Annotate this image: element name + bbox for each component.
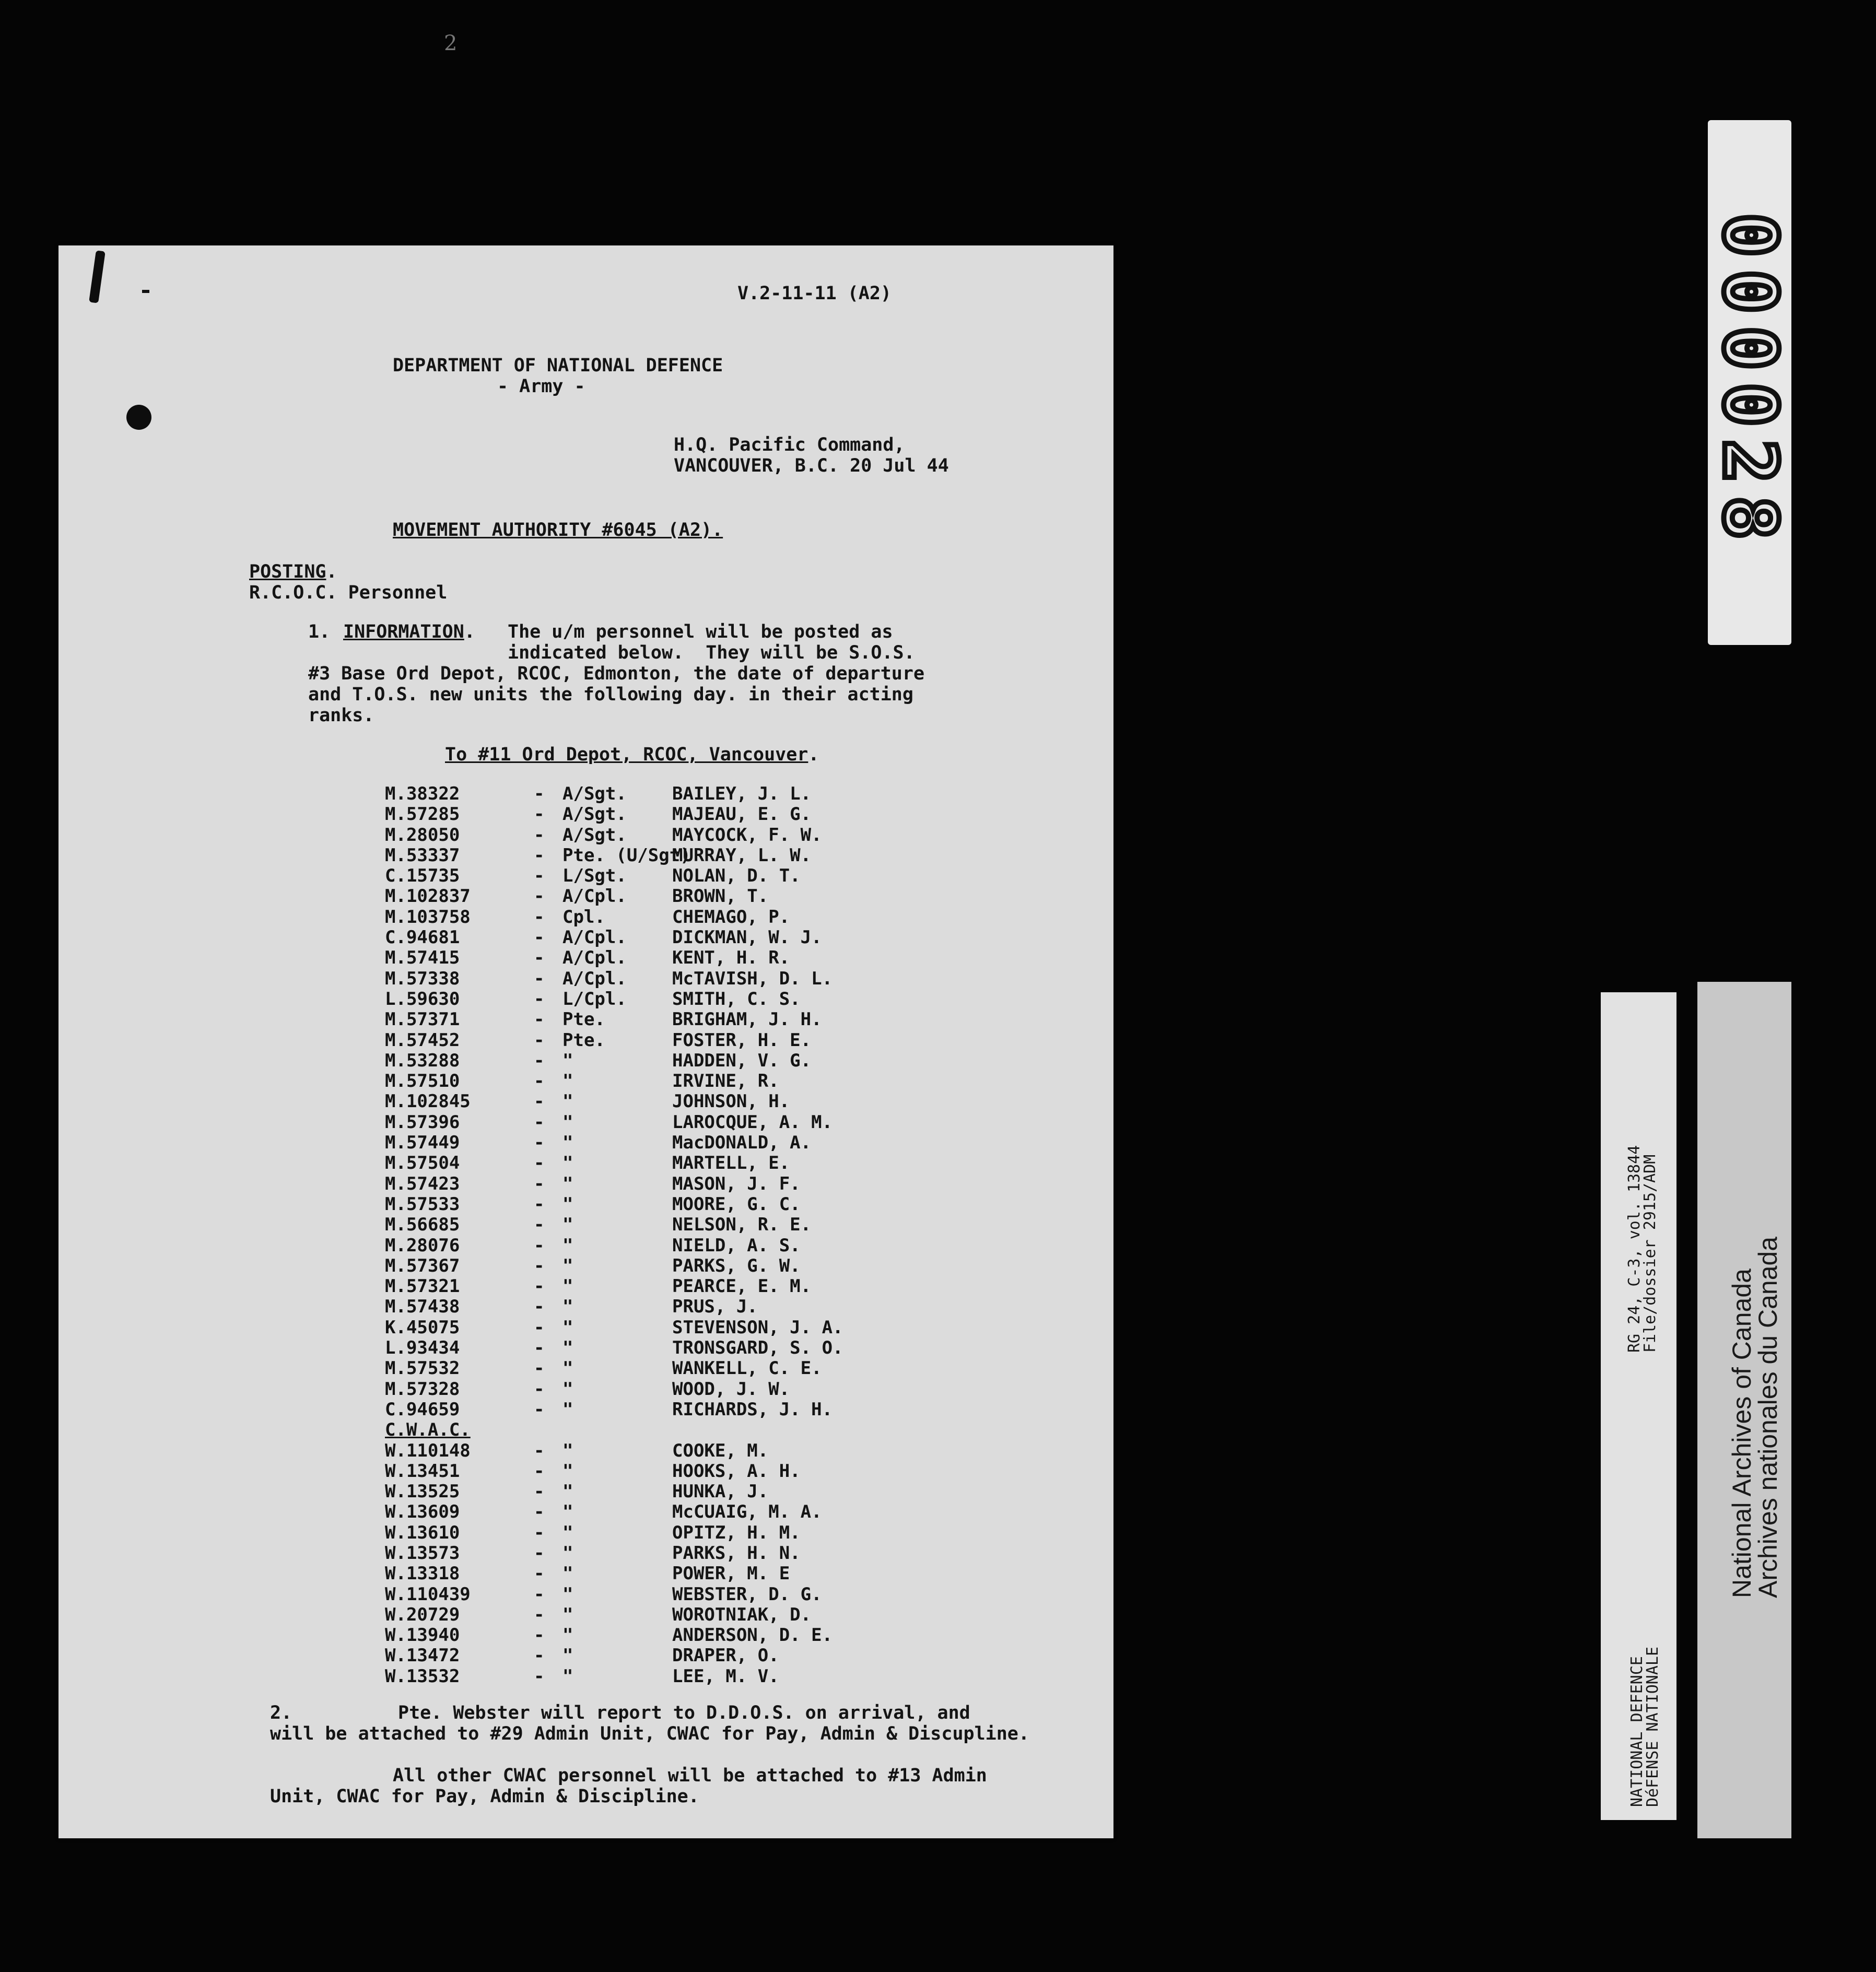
posting-subheading: R.C.O.C. Personnel xyxy=(249,582,448,603)
rank: " xyxy=(562,1542,573,1564)
punch-hole xyxy=(126,405,151,430)
para2-number: 2. xyxy=(270,1703,292,1723)
posting-label: POSTING xyxy=(249,561,326,582)
service-number: M.57532 xyxy=(385,1358,460,1379)
service-number: W.13610 xyxy=(385,1522,460,1543)
para1-line-5: ranks. xyxy=(308,705,374,726)
rank: " xyxy=(562,1173,573,1194)
rank: " xyxy=(562,1193,573,1215)
separator: - xyxy=(534,906,545,928)
name: MURRAY, L. W. xyxy=(672,844,812,866)
name: NIELD, A. S. xyxy=(672,1235,801,1256)
para3-line-1: All other CWAC personnel will be attached to #13 Admin xyxy=(393,1765,987,1786)
department-label-text xyxy=(1629,1647,1661,1807)
rank: " xyxy=(562,1337,573,1359)
rank: " xyxy=(562,1378,573,1400)
separator: - xyxy=(534,865,545,887)
service-number: M.57367 xyxy=(385,1255,460,1276)
name: NELSON, R. E. xyxy=(672,1214,812,1236)
separator: - xyxy=(534,1440,545,1461)
separator: - xyxy=(534,1358,545,1379)
document-page xyxy=(58,245,1113,1838)
name: MAJEAU, E. G. xyxy=(672,804,812,825)
name: HUNKA, J. xyxy=(672,1481,769,1503)
separator: - xyxy=(534,1317,545,1338)
name: MacDONALD, A. xyxy=(672,1132,812,1154)
service-number: M.57533 xyxy=(385,1193,460,1215)
name: DRAPER, O. xyxy=(672,1645,779,1666)
name: STEVENSON, J. A. xyxy=(672,1317,843,1338)
name: SMITH, C. S. xyxy=(672,988,801,1010)
file-reference: V.2-11-11 (A2) xyxy=(737,283,892,304)
name: McTAVISH, D. L. xyxy=(672,968,833,989)
separator: - xyxy=(534,927,545,948)
separator: - xyxy=(534,844,545,866)
rank: " xyxy=(562,1276,573,1297)
separator: - xyxy=(534,1604,545,1625)
separator: - xyxy=(534,1337,545,1359)
service-number: M.53288 xyxy=(385,1050,460,1071)
separator: - xyxy=(534,968,545,989)
separator: - xyxy=(534,1399,545,1420)
name: MAYCOCK, F. W. xyxy=(672,824,822,846)
department-label-line-2: DéFENSE NATIONALE xyxy=(1644,1646,1662,1807)
name: RICHARDS, J. H. xyxy=(672,1399,833,1420)
name: COOKE, M. xyxy=(672,1440,769,1461)
separator: - xyxy=(534,1276,545,1297)
name: POWER, M. E xyxy=(672,1563,790,1584)
separator: - xyxy=(534,1091,545,1112)
service-number: M.57510 xyxy=(385,1071,460,1092)
name: PEARCE, E. M. xyxy=(672,1276,812,1297)
name: CHEMAGO, P. xyxy=(672,906,790,928)
destination-label: To #11 Ord Depot, RCOC, Vancouver xyxy=(445,744,808,765)
service-number: M.57423 xyxy=(385,1173,460,1194)
rank: " xyxy=(562,1153,573,1174)
service-number: M.28076 xyxy=(385,1235,460,1256)
rank: L/Cpl. xyxy=(562,988,627,1010)
rank: " xyxy=(562,1296,573,1318)
separator: - xyxy=(534,1481,545,1503)
rank: " xyxy=(562,1071,573,1092)
name: BRIGHAM, J. H. xyxy=(672,1009,822,1030)
rank: " xyxy=(562,1460,573,1482)
name: BAILEY, J. L. xyxy=(672,783,812,804)
separator: - xyxy=(534,1583,545,1605)
service-number: M.57371 xyxy=(385,1009,460,1030)
service-number: C.94681 xyxy=(385,927,460,948)
separator: - xyxy=(534,1460,545,1482)
name: HOOKS, A. H. xyxy=(672,1460,801,1482)
service-number: W.13451 xyxy=(385,1460,460,1482)
name: IRVINE, R. xyxy=(672,1071,779,1092)
separator: - xyxy=(534,1378,545,1400)
rank: A/Cpl. xyxy=(562,968,627,989)
para3-line-2: Unit, CWAC for Pay, Admin & Discipline. xyxy=(270,1786,699,1807)
service-number: W.13609 xyxy=(385,1501,460,1523)
service-number: W.13472 xyxy=(385,1645,460,1666)
origin-line-1: H.Q. Pacific Command, xyxy=(674,435,905,455)
service-number: M.53337 xyxy=(385,844,460,866)
ink-mark xyxy=(89,250,105,303)
service-number: M.38322 xyxy=(385,783,460,804)
rank: A/Cpl. xyxy=(562,927,627,948)
separator: - xyxy=(534,1050,545,1071)
archives-label-line-2: Archives nationales du Canada xyxy=(1753,1236,1783,1598)
rank: " xyxy=(562,1522,573,1543)
separator: - xyxy=(534,1111,545,1133)
document-title: MOVEMENT AUTHORITY #6045 (A2). xyxy=(393,520,723,541)
separator: - xyxy=(534,1214,545,1236)
name: ANDERSON, D. E. xyxy=(672,1625,833,1646)
rank: " xyxy=(562,1399,573,1420)
rank: " xyxy=(562,1358,573,1379)
rank: A/Cpl. xyxy=(562,947,627,969)
separator: - xyxy=(534,1173,545,1194)
rank: " xyxy=(562,1501,573,1523)
rank: " xyxy=(562,1625,573,1646)
department-label-line-1: NATIONAL DEFENCE xyxy=(1628,1656,1646,1807)
service-number: M.56685 xyxy=(385,1214,460,1236)
service-number: W.13940 xyxy=(385,1625,460,1646)
separator: - xyxy=(534,947,545,969)
service-number: W.20729 xyxy=(385,1604,460,1625)
archive-reference xyxy=(1627,1145,1658,1353)
service-number: W.13318 xyxy=(385,1563,460,1584)
rank: Pte. xyxy=(562,1029,605,1051)
name: LAROCQUE, A. M. xyxy=(672,1111,833,1133)
separator: - xyxy=(534,1132,545,1154)
name: FOSTER, H. E. xyxy=(672,1029,812,1051)
rank: " xyxy=(562,1214,573,1236)
name: HADDEN, V. G. xyxy=(672,1050,812,1071)
name: LEE, M. V. xyxy=(672,1665,779,1687)
destination-dot: . xyxy=(808,744,819,765)
separator: - xyxy=(534,1009,545,1030)
corner-mark: 2 xyxy=(444,31,458,55)
para2-line-2: will be attached to #29 Admin Unit, CWAC for Pay, Admin & Discupline. xyxy=(270,1723,1029,1744)
name: WEBSTER, D. G. xyxy=(672,1583,822,1605)
service-number: M.28050 xyxy=(385,824,460,846)
name: DICKMAN, W. J. xyxy=(672,927,822,948)
para1-line-4: and T.O.S. new units the following day. in their acting xyxy=(308,684,913,705)
rank: " xyxy=(562,1665,573,1687)
separator: - xyxy=(534,1296,545,1318)
service-number: M.57321 xyxy=(385,1276,460,1297)
separator: - xyxy=(534,1665,545,1687)
service-number: M.57452 xyxy=(385,1029,460,1051)
service-number: W.13532 xyxy=(385,1665,460,1687)
name: JOHNSON, H. xyxy=(672,1091,790,1112)
name: WOROTNIAK, D. xyxy=(672,1604,812,1625)
service-number: C.15735 xyxy=(385,865,460,887)
service-number: M.57415 xyxy=(385,947,460,969)
para1-line-3: #3 Base Ord Depot, RCOC, Edmonton, the date of departure xyxy=(308,663,925,684)
rank: " xyxy=(562,1583,573,1605)
name: WOOD, J. W. xyxy=(672,1378,790,1400)
rank: " xyxy=(562,1481,573,1503)
name: MOORE, G. C. xyxy=(672,1193,801,1215)
para1-label: INFORMATION xyxy=(343,621,464,642)
army-subheading: - Army - xyxy=(497,376,585,397)
rank: " xyxy=(562,1235,573,1256)
rank: " xyxy=(562,1604,573,1625)
service-number: M.102845 xyxy=(385,1091,471,1112)
service-number: M.57328 xyxy=(385,1378,460,1400)
service-number: M.57504 xyxy=(385,1153,460,1174)
service-number: M.102837 xyxy=(385,886,471,907)
service-number: C.94659 xyxy=(385,1399,460,1420)
rank: A/Sgt. xyxy=(562,824,627,846)
service-number: M.57449 xyxy=(385,1132,460,1154)
service-number: L.93434 xyxy=(385,1337,460,1359)
rank: A/Sgt. xyxy=(562,783,627,804)
separator: - xyxy=(534,1563,545,1584)
rank: A/Cpl. xyxy=(562,886,627,907)
para1-line-1: The u/m personnel will be posted as xyxy=(508,621,893,642)
service-number: K.45075 xyxy=(385,1317,460,1338)
origin-line-2: VANCOUVER, B.C. 20 Jul 44 xyxy=(674,455,949,476)
service-number: M.57396 xyxy=(385,1111,460,1133)
service-number: W.13573 xyxy=(385,1542,460,1564)
separator: - xyxy=(534,988,545,1010)
para1-number: 1. xyxy=(308,621,331,642)
name: WANKELL, C. E. xyxy=(672,1358,822,1379)
separator: - xyxy=(534,1153,545,1174)
name: MASON, J. F. xyxy=(672,1173,801,1194)
service-number: L.59630 xyxy=(385,988,460,1010)
rank: Pte. (U/Sgt) xyxy=(562,844,691,866)
rank: " xyxy=(562,1317,573,1338)
ink-smudge xyxy=(142,290,149,293)
name: TRONSGARD, S. O. xyxy=(672,1337,843,1359)
separator: - xyxy=(534,1029,545,1051)
service-number: W.13525 xyxy=(385,1481,460,1503)
archive-reference-line-1: RG 24, C-3, vol. 13844 xyxy=(1625,1145,1644,1353)
rank: Pte. xyxy=(562,1009,605,1030)
service-number: W.110439 xyxy=(385,1583,471,1605)
separator: - xyxy=(534,1501,545,1523)
service-number: C.W.A.C. xyxy=(385,1419,471,1441)
posting-dot: . xyxy=(326,561,337,582)
service-number: M.57438 xyxy=(385,1296,460,1318)
rank: " xyxy=(562,1255,573,1276)
separator: - xyxy=(534,1071,545,1092)
service-number: M.57285 xyxy=(385,804,460,825)
para1-dot: . xyxy=(464,621,475,642)
service-number: M.103758 xyxy=(385,906,471,928)
name: PRUS, J. xyxy=(672,1296,758,1318)
para2-line-1: Pte. Webster will report to D.D.O.S. on arrival, and xyxy=(398,1703,970,1723)
name: BROWN, T. xyxy=(672,886,769,907)
rank: " xyxy=(562,1132,573,1154)
rank: " xyxy=(562,1440,573,1461)
frame-number: 000028 xyxy=(1707,213,1792,553)
destination-heading xyxy=(445,744,819,765)
rank: Cpl. xyxy=(562,906,605,928)
rank: " xyxy=(562,1563,573,1584)
archive-reference-line-2: File/dossier 2915/ADM xyxy=(1641,1154,1659,1353)
name: OPITZ, H. M. xyxy=(672,1522,801,1543)
rank: L/Sgt. xyxy=(562,865,627,887)
separator: - xyxy=(534,886,545,907)
name: MARTELL, E. xyxy=(672,1153,790,1174)
separator: - xyxy=(534,1625,545,1646)
frame-number-stamp xyxy=(1708,120,1791,645)
separator: - xyxy=(534,1645,545,1666)
rank: " xyxy=(562,1050,573,1071)
separator: - xyxy=(534,1235,545,1256)
separator: - xyxy=(534,1255,545,1276)
rank: " xyxy=(562,1091,573,1112)
archives-label-text xyxy=(1729,1237,1781,1598)
rank: " xyxy=(562,1645,573,1666)
archives-label-line-1: National Archives of Canada xyxy=(1727,1269,1756,1598)
name: PARKS, G. W. xyxy=(672,1255,801,1276)
name: McCUAIG, M. A. xyxy=(672,1501,822,1523)
para1-line-2: indicated below. They will be S.O.S. xyxy=(508,642,915,663)
rank: A/Sgt. xyxy=(562,804,627,825)
separator: - xyxy=(534,1193,545,1215)
name: KENT, H. R. xyxy=(672,947,790,969)
separator: - xyxy=(534,1542,545,1564)
name: NOLAN, D. T. xyxy=(672,865,801,887)
service-number: M.57338 xyxy=(385,968,460,989)
separator: - xyxy=(534,1522,545,1543)
service-number: W.110148 xyxy=(385,1440,471,1461)
para1-heading xyxy=(343,621,475,642)
separator: - xyxy=(534,783,545,804)
separator: - xyxy=(534,824,545,846)
rank: " xyxy=(562,1111,573,1133)
separator: - xyxy=(534,804,545,825)
name: PARKS, H. N. xyxy=(672,1542,801,1564)
posting-heading xyxy=(249,561,337,582)
department-heading: DEPARTMENT OF NATIONAL DEFENCE xyxy=(393,355,723,376)
